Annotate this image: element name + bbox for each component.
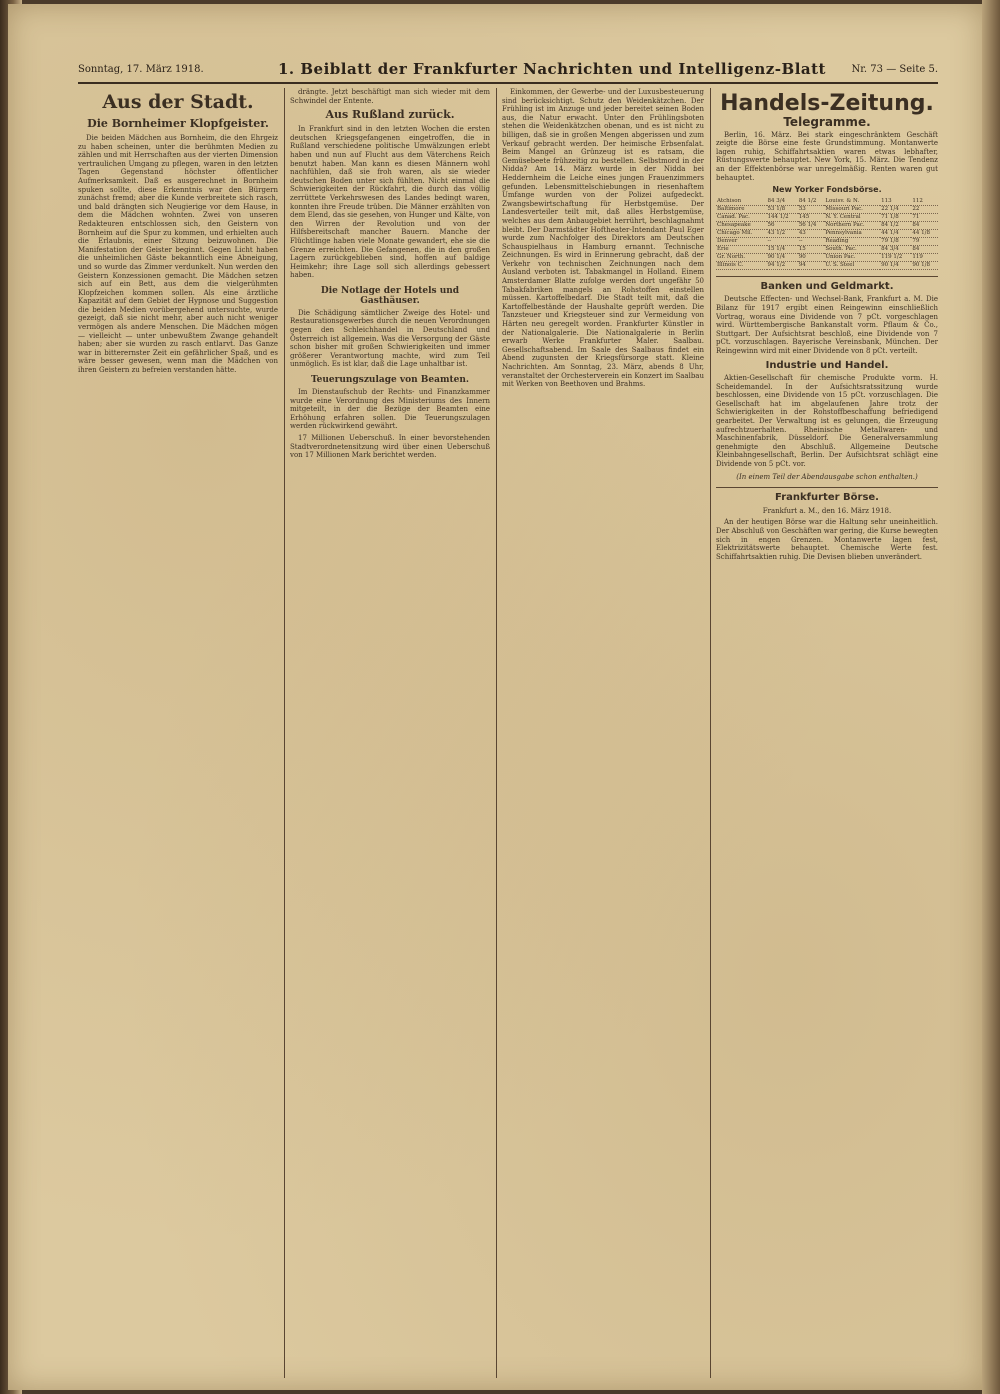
fonds-cell: 144 1/2 <box>767 213 798 221</box>
divider <box>716 276 938 277</box>
fonds-cell: 119 <box>911 253 938 261</box>
fonds-cell: 84 3/4 <box>880 245 911 253</box>
newspaper-page <box>8 4 983 1390</box>
fonds-title: New Yorker Fondsbörse. <box>772 185 882 195</box>
fonds-row <box>716 198 938 206</box>
fonds-cell: 112 <box>911 198 938 206</box>
column-4 <box>716 88 938 1378</box>
fonds-cell: 84 <box>911 245 938 253</box>
fonds-cell: 90 1/4 <box>880 261 911 269</box>
fonds-cell: 94 <box>798 261 825 269</box>
fonds-cell: Atchison <box>716 198 767 206</box>
industry-title: Industrie und Handel. <box>765 359 889 371</box>
column-1 <box>78 88 278 1378</box>
fonds-cell: 79 <box>911 237 938 245</box>
telegram-text: Berlin, 16. März. Bei stark eingeschränktem Geschäft zeigte die Börse eine feste Grundstimmung. Montanwerte lagen ruhig, Schiffahrtsaktien waren etwas lebhafter, Rüstungswerte behauptet. New York, 15. März. Die Tendenz an der Effektenbörse war unregelmäßig. Renten waren gut behauptet. <box>716 130 938 182</box>
boerse-text: An der heutigen Börse war die Haltung sehr uneinheitlich. Der Abschluß von Geschäften war gering, die Kurse bewegten sich in engen Grenzen. Montanwerte lagen fest, Elektrizitätswerte behauptet. Chemische Werte fest. Schiffahrtsaktien ruhig. Die Devisen blieben unverändert. <box>716 518 938 561</box>
fonds-row <box>716 245 938 253</box>
fonds-cell: Canad. Pac. <box>716 213 767 221</box>
header-page-number: Nr. 73 — Seite 5. <box>851 64 938 75</box>
article-text: Im Dienstaufschub der Rechts- und Finanzkammer wurde eine Verordnung des Ministeriums des Innern mitgeteilt, in der die Bezüge der Beamten eine Erhöhung erfahren sollen. Die Teuerungszulagen werden rückwirkend gewährt. <box>290 388 490 431</box>
article-text: In Frankfurt sind in den letzten Wochen die ersten deutschen Kriegsgefangenen eingetroffen, die in Rußland verschiedene politische Umwälzungen erlebt haben und nun auf Flucht aus dem Väterchens Reich benutzt haben. Man kann es diesen Männern wohl nachfühlen, daß sie froh waren, als sie wieder deutschen Boden unter sich fühlten. Nicht einmal die Schwierigkeiten der Rückfahrt, die durch das völlig zerrüttete Verkehrswesen des Landes bedingt waren, konnten ihre Freude trüben. Die Männer erzählten von dem Elend, das sie gesehen, von Hunger und Kälte, von den Wirren der Revolution und von der Hilfsbereitschaft mancher Bauern. Manche der Flüchtlinge haben viele Monate gewandert, ehe sie die Grenze erreichten. Die Gefangenen, die in den großen Lagern zurückgeblieben sind, hoffen auf baldige Heimkehr; ihre Lage soll sich allerdings gebessert haben. <box>290 125 490 280</box>
banks-text: Deutsche Effecten- und Wechsel-Bank, Frankfurt a. M. Die Bilanz für 1917 ergibt einen Reingewinn einschließlich Vortrag, woraus eine Dividende von 7 pCt. vorgeschlagen wird. Württembergische Bankanstalt vorm. Pflaum & Co., Stuttgart. Der Aufsichtsrat beschloß, eine Dividende von 7 pCt. vorzuschlagen. Bayerische Vereinsbank, München. Der Reingewinn wird mit einer Dividende von 8 pCt. verteilt. <box>716 295 938 355</box>
fonds-cell: 56 <box>767 221 798 229</box>
fonds-cell: Baltimore <box>716 205 767 213</box>
boerse-title: Frankfurter Börse. <box>775 492 879 504</box>
fonds-cell: Gr. North. <box>716 253 767 261</box>
fonds-cell: -- <box>798 237 825 245</box>
fonds-cell: 113 <box>880 198 911 206</box>
fonds-cell: Missouri Pac. <box>824 205 880 213</box>
fonds-cell: Chesapeake <box>716 221 767 229</box>
fonds-cell: 71 1/8 <box>880 213 911 221</box>
fonds-cell: 44 1/4 <box>880 229 911 237</box>
industry-text: Aktien-Gesellschaft für chemische Produkte vorm. H. Scheidemandel. In der Aufsichtsratssitzung wurde beschlossen, eine Dividende von 15 pCt. vorzuschlagen. Die Gesellschaft hat im abgelaufenen Jahre trotz der Schwierigkeiten in der Rohstoffbeschaffung befriedigend gearbeitet. Der Verwaltung ist es gelungen, die Erzeugung aufrechtzuerhalten. Rheinische Metallwaren- und Maschinenfabrik, Düsseldorf. Die Generalversammlung genehmigte den Abschluß. Allgemeine Deutsche Kleinbahngesellschaft, Berlin. Der Aufsichtsrat schlägt eine Dividende von 5 pCt. vor. <box>716 374 938 469</box>
fonds-cell: South. Pac. <box>824 245 880 253</box>
fonds-cell: 90 1/4 <box>767 253 798 261</box>
fonds-cell: U. S. Steel <box>824 261 880 269</box>
fonds-cell: 71 <box>911 213 938 221</box>
fonds-row <box>716 253 938 261</box>
fonds-table <box>716 198 938 270</box>
fonds-cell: 94 1/2 <box>767 261 798 269</box>
column-2 <box>290 88 490 1378</box>
article-title: Teuerungszulage von Beamten. <box>310 375 470 386</box>
fonds-cell: 43 <box>798 229 825 237</box>
header-date: Sonntag, 17. März 1918. <box>78 64 204 75</box>
article-text: Einkommen, der Gewerbe- und der Luxusbesteuerung sind berücksichtigt. Schutz den Weidenkätzchen. Der Frühling ist im Anzuge und jeder bereitet seinen Boden aus, die Natur erwacht. Unter den Frühlingsboten stehen die Weidenkätzchen obenan, und es ist nicht zu billigen, daß sie in großen Mengen abgerissen und zum Verkauf gebracht werden. Der heimische Erbsenfalat. Beim Mangel an Grünzeug ist es ratsam, die Gemüsebeete frühzeitig zu bestellen. Selbstmord in der Nidda? Am 14. März wurde in der Nidda bei Heddernheim die Leiche eines jungen Frauenzimmers gefunden. Lebensmittelschiebungen in riesenhaftem Umfange wurden von der Polizei aufgedeckt. Zwangsbewirtschaftung für Herbstgemüse. Der Landesverteiler teilt mit, daß alles Herbstgemüse, welches aus dem Anbaugebiet herrührt, beschlagnahmt bleibt. Der Darmstädter Hoftheater-Intendant Paul Eger wurde zum Nachfolger des Direktors am Deutschen Schauspielhaus in Hamburg ernannt. Technische Zeichnungen. Es wird in Erinnerung gebracht, daß der Verkehr von technischen Zeichnungen nach dem Ausland verboten ist. Tabakmangel in Holland. Einem Amsterdamer Blatte zufolge werden dort ungefähr 50 Tabakfabriken mangels an Rohstoffen einstellen müssen. Kartoffelbedarf. Die Stadt teilt mit, daß die Kartoffelbestände der Haushalte geprüft werden. Die Tanzsteuer und Kriegsteuer sind zur Vermeidung von Härten neu geregelt worden. Frankfurter Künstler in der Nationalgalerie. Die Nationalgalerie in Berlin erwarb Werke Frankfurter Maler. Saalbau. Gesellschaftsabend. Im Saale des Saalbaus findet ein Abend zugunsten der Kriegsfürsorge statt. Kleine Nachrichten. Am Sonntag, 23. März, abends 8 Uhr, veranstaltet der Orchesterverein ein Konzert im Saalbau mit Werken von Beethoven und Brahms. <box>502 88 704 389</box>
fonds-cell: -- <box>767 237 798 245</box>
fonds-row <box>716 229 938 237</box>
fonds-cell: Union Pac. <box>824 253 880 261</box>
article-intro: drängte. Jetzt beschäftigt man sich wieder mit dem Schwindel der Entente. <box>290 88 490 105</box>
fonds-cell: 53 1/8 <box>767 205 798 213</box>
boerse-date: Frankfurt a. M., den 16. März 1918. <box>762 506 892 515</box>
fonds-row <box>716 237 938 245</box>
page-header <box>78 60 938 84</box>
fonds-cell: Denver <box>716 237 767 245</box>
column-rule <box>284 88 285 1378</box>
fonds-cell: Illinois C. <box>716 261 767 269</box>
fonds-cell: Chicago Mil. <box>716 229 767 237</box>
fonds-cell: 84 1/2 <box>880 221 911 229</box>
fonds-cell: 145 <box>798 213 825 221</box>
banks-title: Banken und Geldmarkt. <box>760 280 894 292</box>
telegramme-subtitle: Telegramme. <box>783 115 871 129</box>
fonds-cell: 84 1/2 <box>798 198 825 206</box>
article-title: Die Bornheimer Klopfgeister. <box>87 117 269 130</box>
fonds-cell: 79 1/8 <box>880 237 911 245</box>
column-rule <box>496 88 497 1378</box>
fonds-row <box>716 261 938 269</box>
column-3 <box>502 88 704 1378</box>
header-title: 1. Beiblatt der Frankfurter Nachrichten und Intelligenz-Blatt <box>278 60 826 78</box>
column-rule <box>710 88 711 1378</box>
fonds-cell: Northern Pac. <box>824 221 880 229</box>
fonds-cell: 43 1/2 <box>767 229 798 237</box>
handels-zeitung-title: Handels-Zeitung. <box>720 91 934 116</box>
fonds-cell: 44 1/8 <box>911 229 938 237</box>
fonds-cell: 22 <box>911 205 938 213</box>
section-title: Aus der Stadt. <box>102 91 254 113</box>
fonds-cell: 84 3/4 <box>767 198 798 206</box>
fonds-cell: 90 <box>798 253 825 261</box>
fonds-cell: 15 <box>798 245 825 253</box>
fonds-row <box>716 205 938 213</box>
article-text: Die beiden Mädchen aus Bornheim, die den Ehrgeiz zu haben scheinen, unter die berühmten Medien zu zählen und mit Herrschaften aus der vierten Dimension vertraulichen Umgang zu pflegen, waren in den letzten Tagen Gegenstand höchster öffentlicher Aufmerksamkeit. Daß es ausgerechnet in Bornheim spuken sollte, diese Erkenntnis war den Bürgern zunächst fremd; aber die Kunde verbreitete sich rasch, und bald drängten sich Neugierige vor dem Hause, in dem die Mädchen wohnten. Zwei von unseren Redakteuren entschlossen sich, den Geistern von Bornheim auf die Spur zu kommen, und erhielten auch die Erlaubnis, einer Sitzung beizuwohnen. Die Manifestation der Geister beginnt. Gegen Licht haben die unheimlichen Gäste bekanntlich eine Abneigung, und so wurde das Zimmer verdunkelt. Nun werden den Geistern Konzessionen gemacht. Die Mädchen setzen sich auf ein Bett, aus dem die vielgerühmten Klopfzeichen kommen sollen. Als eine ärztliche Kapazität auf dem Gebiet der Hypnose und Suggestion die beiden Medien vorübergehend untersuchte, wurde gezeigt, daß sie nicht mehr, aber auch nicht weniger vermögen als andere Menschen. Die Mädchen mögen — vielleicht — unter unbewußtem Zwange gehandelt haben; aber sie wurden zu rasch entlarvt. Das Ganze war in bitterernster Zeit ein gefährlicher Spaß, und es wäre besser gewesen, wenn man die Mädchen von ihren Geistern zu befreien verstanden hätte. <box>78 134 278 375</box>
fonds-cell: 90 1/8 <box>911 261 938 269</box>
fonds-cell: 22 1/4 <box>880 205 911 213</box>
fonds-cell: Louisv. & N. <box>824 198 880 206</box>
fonds-cell: Pennsylvania <box>824 229 880 237</box>
fonds-cell: 84 <box>911 221 938 229</box>
fonds-cell: 15 1/4 <box>767 245 798 253</box>
fonds-cell: Reading <box>824 237 880 245</box>
fonds-row <box>716 213 938 221</box>
article-text: Die Schädigung sämtlicher Zweige des Hotel- und Restaurationsgewerbes durch die neuen Verordnungen gegen den Schleichhandel in Deutschland und Österreich ist allgemein. Was die Versorgung der Gäste schon bisher mit großen Schwierigkeiten und immer größerer Verantwortung machte, wird zum Teil unmöglich. Es ist klar, daß die Lage unhaltbar ist. <box>290 308 490 369</box>
article-text: 17 Millionen Ueberschuß. In einer bevorstehenden Stadtverordnetensitzung wird über einen Ueberschuß von 17 Millionen Mark berichtet werden. <box>290 434 490 460</box>
divider <box>716 487 938 488</box>
fonds-cell: N. Y. Central <box>824 213 880 221</box>
boerse-note: (In einem Teil der Abendausgabe schon enthalten.) <box>736 472 918 481</box>
fonds-row <box>716 221 938 229</box>
fonds-cell: 119 1/2 <box>880 253 911 261</box>
page-edge <box>982 0 1000 1394</box>
article-title: Die Notlage der Hotels und Gasthäuser. <box>320 285 460 306</box>
fonds-cell: Erie <box>716 245 767 253</box>
article-title: Aus Rußland zurück. <box>325 108 455 122</box>
fonds-cell: 56 1/4 <box>798 221 825 229</box>
fonds-cell: 53 <box>798 205 825 213</box>
